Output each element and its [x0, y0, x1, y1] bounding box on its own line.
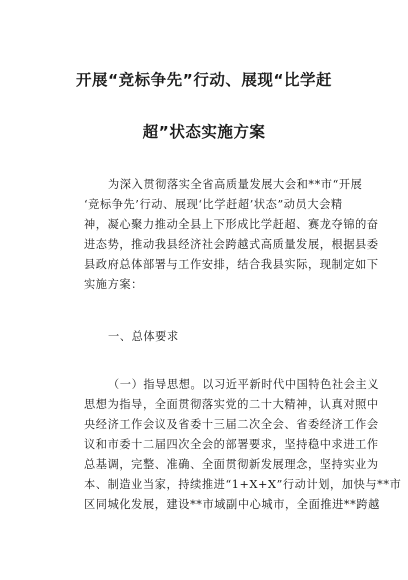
- section-line-3: 央经济工作会议及省委十三届二次全会、省委经济工作会: [84, 418, 379, 431]
- document-title-line-2: 超”状态实施方案: [142, 123, 266, 141]
- section-line-4: 议和市委十二届四次全会的部署要求，坚持稳中求进工作: [84, 438, 379, 451]
- section-line-2: 思想为指导，全面贯彻落实党的二十大精神，认真对照中: [84, 398, 379, 411]
- document-title-line-1: 开展“竞标争先”行动、展现“比学赶: [75, 71, 333, 89]
- intro-line-1: 为深入贯彻落实全省高质量发展大会和**市“开展: [108, 178, 363, 191]
- intro-line-6: 实施方案：: [84, 278, 143, 291]
- intro-line-5: 县政府总体部署与工作安排，结合我县实际，现制定如下: [84, 258, 379, 271]
- section-heading: 一、总体要求: [108, 330, 179, 343]
- intro-line-3: 神，凝心聚力推动全县上下形成比学赶超、赛龙夺锦的奋: [84, 218, 379, 231]
- section-line-5: 总基调，完整、准确、全面贯彻新发展理念，坚持实业为: [84, 458, 379, 471]
- section-line-6: 本、制造业当家，持续推进“1+X+X”行动计划，加快与**市: [84, 478, 402, 491]
- intro-line-2: ‘竞标争先’行动、展现‘比学赶超’状态”动员大会精: [84, 198, 343, 211]
- section-line-1: （一）指导思想。以习近平新时代中国特色社会主义: [108, 378, 380, 391]
- section-line-7: 区同城化发展，建设**市域副中心城市，全面推进**跨越: [84, 498, 380, 511]
- intro-line-4: 进态势，推动我县经济社会跨越式高质量发展，根据县委: [84, 238, 379, 251]
